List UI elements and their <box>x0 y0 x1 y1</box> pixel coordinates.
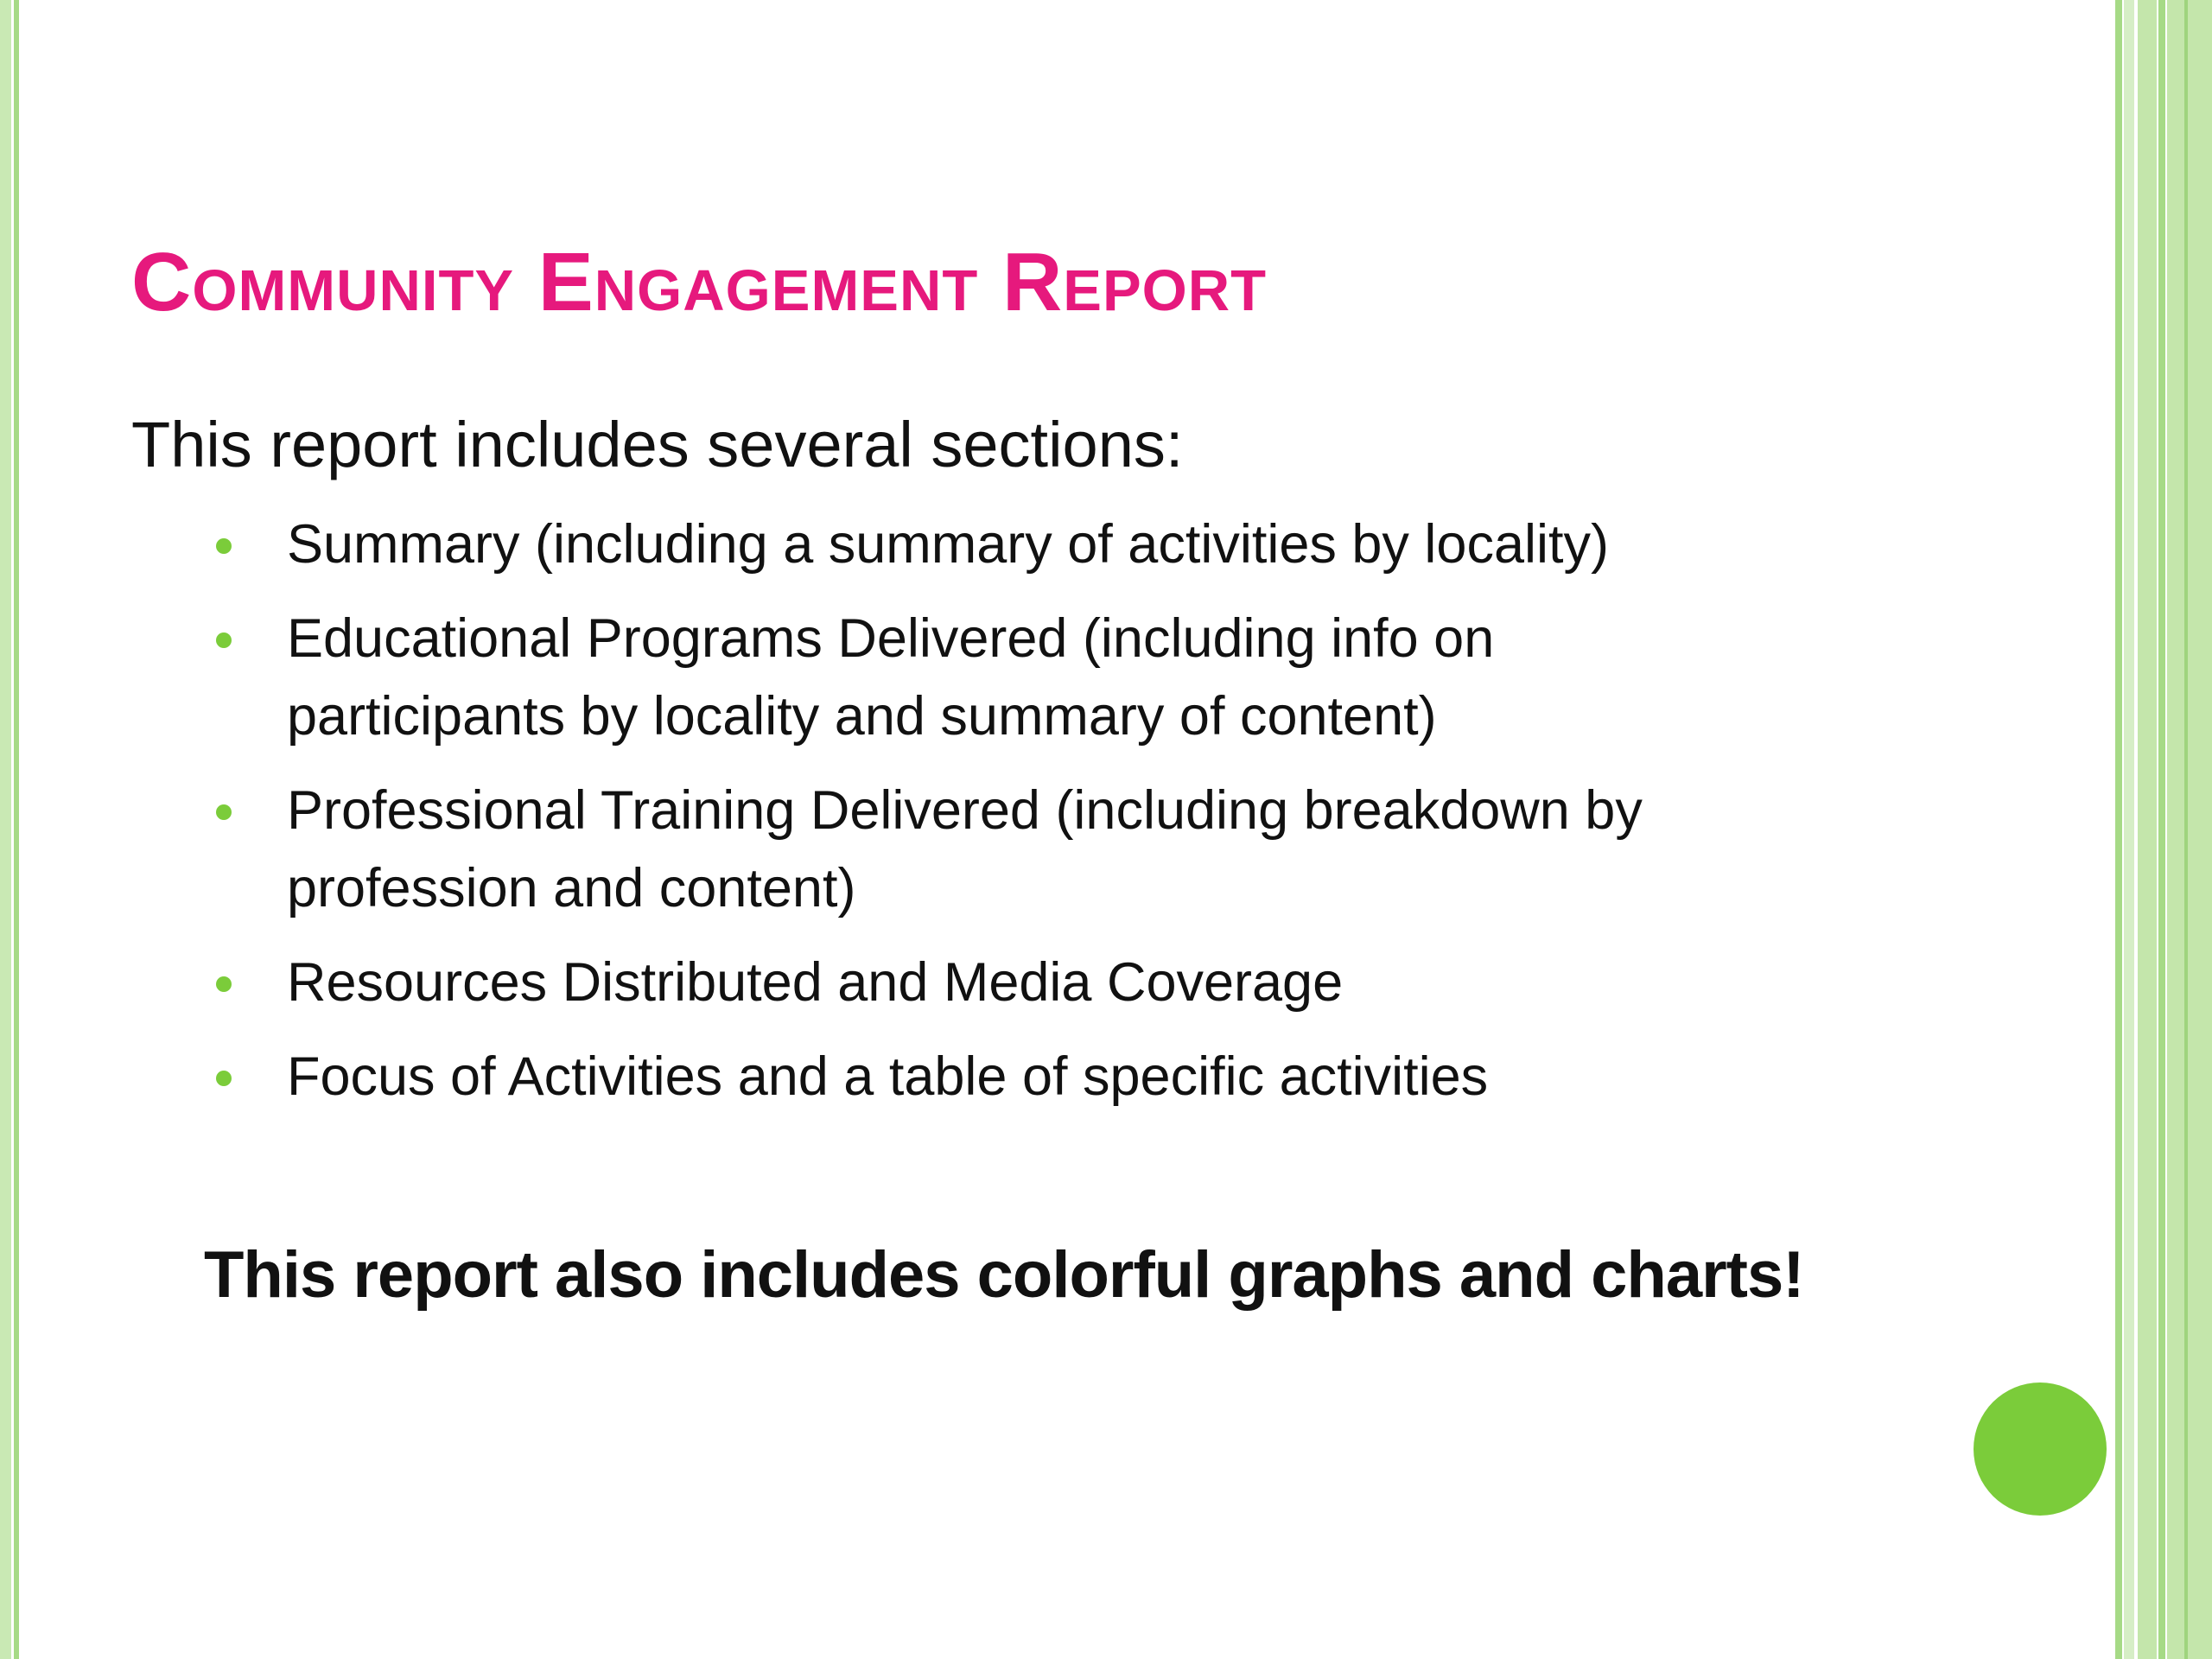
bullet-icon <box>216 632 232 648</box>
list-item <box>204 600 1932 755</box>
list-item <box>204 944 1932 1021</box>
right-border-stripe <box>2124 0 2134 1659</box>
list-item <box>204 505 1932 583</box>
list-item-label: Professional Training Delivered (including breakdown by profession and content) <box>287 780 1643 918</box>
bullet-icon <box>216 538 232 554</box>
list-item-label: Educational Programs Delivered (including info on participants by locality and summary of content) <box>287 608 1495 747</box>
right-border-stripe <box>2115 0 2122 1659</box>
decorative-circle <box>1974 1382 2107 1516</box>
left-border-stripe <box>0 0 11 1659</box>
right-border-stripe <box>2138 0 2157 1659</box>
bullet-icon <box>216 804 232 820</box>
list-item <box>204 772 1932 927</box>
right-border-stripe <box>2158 0 2165 1659</box>
slide-title: Community Engagement Report <box>131 236 1268 328</box>
list-item <box>204 1038 1932 1116</box>
list-item-label: Resources Distributed and Media Coverage <box>287 952 1344 1013</box>
bullet-icon <box>216 1071 232 1086</box>
list-item-label: Summary (including a summary of activities by locality) <box>287 514 1609 575</box>
left-border-stripe-inner <box>14 0 19 1659</box>
right-border-stripe <box>2167 0 2212 1659</box>
right-border-stripe <box>2184 0 2188 1659</box>
highlight-note: This report also includes colorful graphs and charts! <box>204 1238 1804 1312</box>
bullet-icon <box>216 976 232 992</box>
list-item-label: Focus of Activities and a table of specific activities <box>287 1046 1489 1107</box>
section-list <box>204 505 1932 1132</box>
intro-text: This report includes several sections: <box>131 409 1184 480</box>
